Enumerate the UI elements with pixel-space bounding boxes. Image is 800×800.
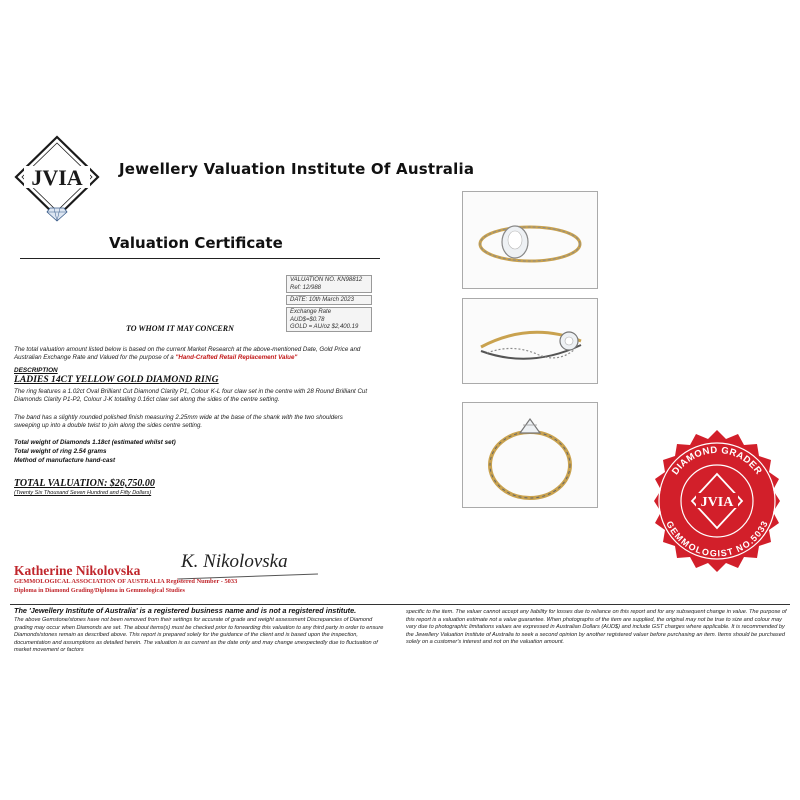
signatory-name: Katherine Nikolovska — [14, 563, 141, 578]
valuation-number: VALUATION NO. KN98812 — [290, 277, 363, 283]
gold-rate: GOLD = AU/oz $2,400.19 — [290, 324, 359, 330]
intro-highlight: "Hand-Crafted Retail Replacement Value" — [175, 354, 298, 361]
diploma-line: Diploma in Diamond Grading/Diploma in Gemmological Studies — [14, 587, 185, 594]
weight-ring: Total weight of ring 2.54 grams — [14, 448, 107, 455]
footer-divider — [10, 604, 790, 605]
valuation-date: DATE: 10th March 2023 — [290, 297, 354, 303]
jvia-logo — [14, 135, 100, 225]
description-label: DESCRIPTION — [14, 367, 58, 374]
intro-paragraph — [14, 346, 384, 362]
description-para-2: The band has a slightly rounded polished finish measuring 2.25mm wide at the base of the shank with the two shoulders sweeping up into a double twist to join along the sides centre setting. — [14, 414, 343, 429]
certificate-title: Valuation Certificate — [109, 234, 283, 252]
exchange-rate-box — [286, 307, 372, 332]
valuation-number-box — [286, 275, 372, 293]
gemmologist-seal — [642, 426, 792, 576]
ring-photo-side — [462, 298, 598, 384]
seal-top-text: DIAMOND GRADER — [669, 444, 765, 477]
date-box — [286, 295, 372, 305]
association-line: GEMMOLOGICAL ASSOCIATION OF AUSTRALIA Registered Number - 5033 — [14, 578, 238, 585]
logo-text: JVIA — [31, 165, 83, 190]
addressee: TO WHOM IT MAY CONCERN — [126, 324, 234, 333]
seal-center-text: JVIA — [700, 495, 734, 510]
exchange-label: Exchange Rate — [290, 309, 332, 315]
handwritten-signature: K. Nikolovska — [181, 551, 288, 572]
aud-rate: AUD$=$0.78 — [290, 316, 325, 323]
ring-photo-front — [462, 402, 598, 508]
total-valuation-words: (Twenty Six Thousand Seven Hundred and Fifty Dollars) — [14, 490, 152, 496]
reference-number: Ref: 12/988 — [290, 284, 322, 291]
weight-diamonds: Total weight of Diamonds 1.18ct (estimated whilst set) — [14, 439, 176, 446]
manufacture-method: Method of manufacture hand-cast — [14, 457, 116, 464]
ring-photo-top — [462, 191, 598, 289]
description-para-1: The ring features a 1.02ct Oval Brilliant Cut Diamond Clarity P1, Colour K-L four claw set in the centre with 28 Round Brilliant Cut Diamonds Clarity P1-P2, Colour J-K totalling 0.16ct claw set along the sides of the centre setting. — [14, 388, 368, 403]
footer-headline: The 'Jewellery Institute of Australia' is a registered business name and is not a registered institute. — [14, 606, 357, 615]
footer-disclaimer-right: specific to the item. The valuer cannot accept any liability for losses due to reliance on this report and for any subsequent change in value. The purpose of this report is a valuation estimate not a value guarantee. When photographs of the item are supplied, the original may not be true to size and colour may vary due to photographic limitations values are expressed in Australian Dollars (AUD$) and include GST charges where applicable. It is recommended by the Jewellery Valuation Institute of Australia to seek a second opinion by another registered valuer before purchasing an item. Items should be purchased solely on a customer's interest and not on the valuation amount. — [406, 609, 787, 646]
institute-name: Jewellery Valuation Institute Of Australia — [119, 160, 475, 178]
footer-disclaimer-left: The above Gemstone/stones have not been removed from their settings for accurate of grade and weight assessment Discrepancies of Diamond grading may occur when Diamonds are set. The about items(s) must be checked prior to forwarding this valuation to any third party in order to ensure Diamonds/stones remain as described above. This report is prepared solely for the guidance of the client and is based upon the inspection, documentation and assumptions as detailed herein. The valuation is as current as the date only and may change unexpectedly due to fluctuation of market movement or factors — [14, 617, 384, 654]
intro-text: The total valuation amount listed below is based on the current Market Research at the above-mentioned Date, Gold Price and Australian Exchange Rate and Valued for the purpose of a — [14, 346, 361, 361]
item-title: LADIES 14CT YELLOW GOLD DIAMOND RING — [14, 374, 219, 385]
total-valuation: TOTAL VALUATION: $26,750.00 — [14, 478, 155, 489]
title-divider — [20, 258, 380, 259]
seal-bottom-text: GEMMOLOGIST NO.5033 — [664, 519, 770, 559]
